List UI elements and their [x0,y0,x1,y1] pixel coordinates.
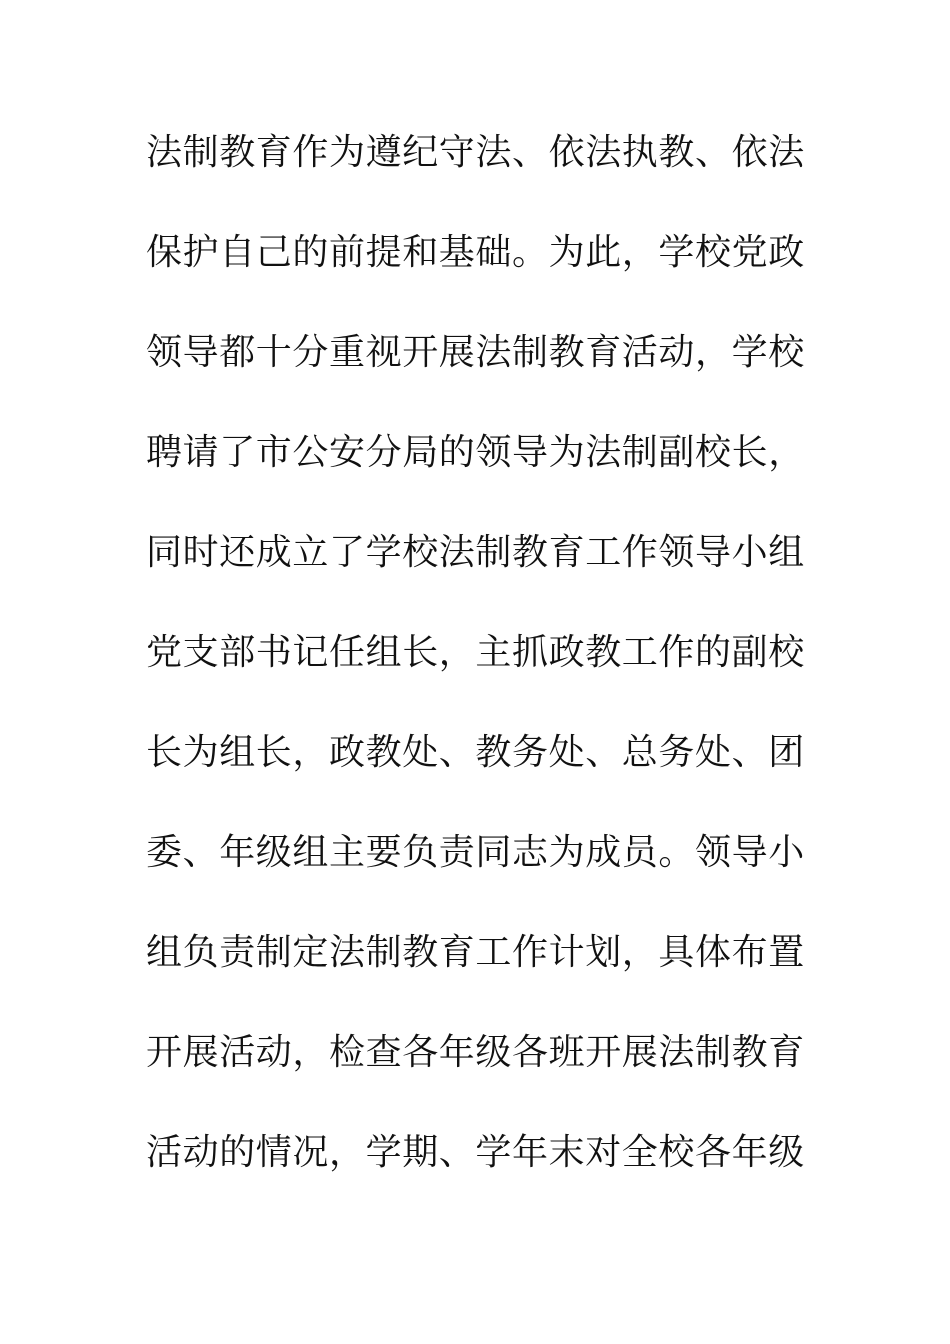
text-line-10: 开展活动，检查各年级各班开展法制教育 [146,1032,805,1073]
text-line-3: 领导都十分重视开展法制教育活动，学校 [146,332,805,373]
body-paragraph [146,123,826,1223]
text-line-11: 活动的情况，学期、学年末对全校各年级 [146,1132,805,1173]
text-line-1: 法制教育作为遵纪守法、依法执教、依法 [146,132,805,173]
text-line-5: 同时还成立了学校法制教育工作领导小组 [146,532,805,573]
text-line-2: 保护自己的前提和基础。为此，学校党政 [146,232,805,273]
text-line-9: 组负责制定法制教育工作计划，具体布置 [146,932,805,973]
text-line-4: 聘请了市公安分局的领导为法制副校长， [146,432,805,473]
text-line-6: 党支部书记任组长，主抓政教工作的副校 [146,632,805,673]
text-line-7: 长为组长，政教处、教务处、总务处、团 [146,732,805,773]
text-line-8: 委、年级组主要负责同志为成员。领导小 [146,832,805,873]
